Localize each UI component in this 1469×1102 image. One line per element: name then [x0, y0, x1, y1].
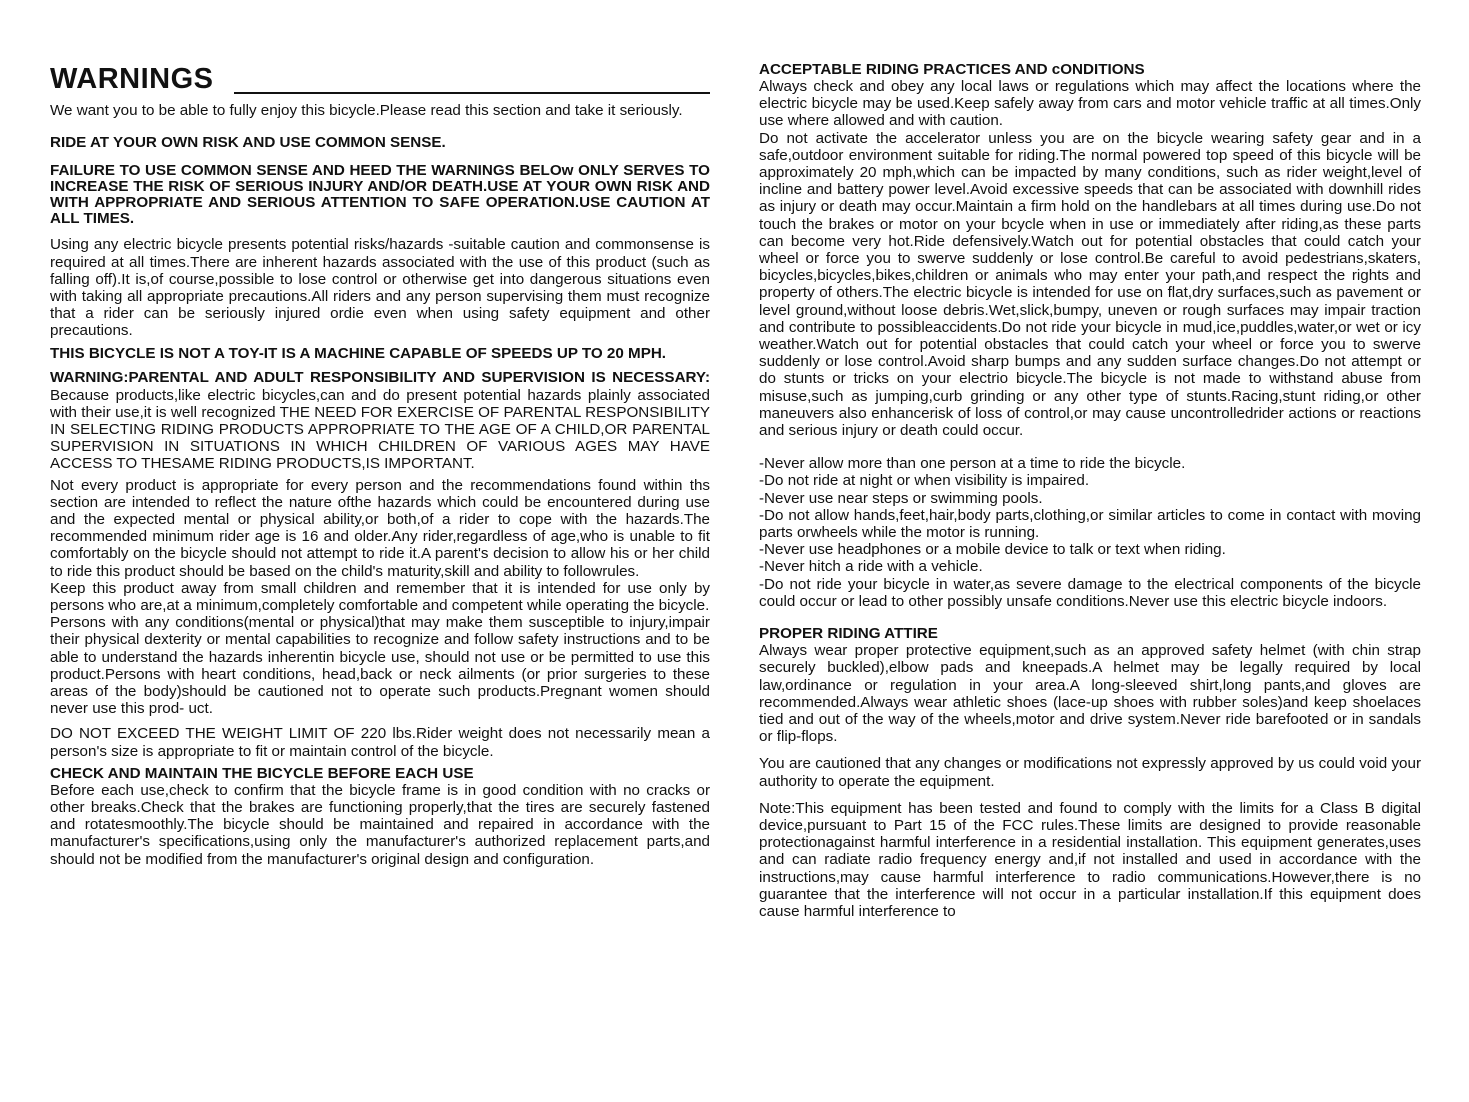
- parental-text: Because products,like electric bicycles,can and do present potential hazards plainly associated with their use,it is well recognized THE NEED FOR EXERCISE OF PARENTAL RESPONSIBILITY IN SELECTING RIDING PRODUCTS APPROPRIATE TO THE AGE OF A CHILD,OR PARENTAL SUPERVISION IN SITUATIONS IN WHICH CHILDREN OF VARIOUS AGES MAY HAVE ACCESS TO THESAME RIDING PRODUCTS,IS IMPORTANT.: [50, 386, 710, 473]
- list-item: -Never use near steps or swimming pools.: [759, 489, 1043, 507]
- title-underline: [234, 92, 711, 94]
- weight-limit-paragraph: DO NOT EXCEED THE WEIGHT LIMIT OF 220 lbs.Rider weight does not necessarily mean a person's size is appropriate to fit or maintain control of the bicycle.: [50, 725, 710, 760]
- check-maintain-paragraph: Before each use,check to confirm that the bicycle frame is in good condition with no cracks or other breaks.Check that the brakes are functioning properly,that the tires are securely fastened and rotatesmoothly.The bicycle should be maintained and repaired in accordance with the manufacturer's specifications,using only the manufacturer's authorized replacement parts,and should not be modified from the manufacturer's original design and configuration.: [50, 781, 710, 868]
- list-item: -Do not ride at night or when visibility is impaired.: [759, 472, 1090, 490]
- rules-list: [759, 455, 1421, 610]
- attire-paragraph: Always wear proper protective equipment,such as an approved safety helmet (with chin strap securely buckled),elbow pads and kneepads.A helmet may be legally required by local law,ordinance or regulation in your area.A long-sleeved shirt,long pants,and gloves are recommended.Always wear athletic shoes (lace-up shoes with rubber soles)and keep shoelaces tied and out of the way of the wheels,motor and drive system.Never ride barefooted or in sandals or flip-flops.: [759, 642, 1421, 746]
- not-toy-warning: THIS BICYCLE IS NOT A TOY-IT IS A MACHINE CAPABLE OF SPEEDS UP TO 20 MPH.: [50, 344, 667, 362]
- practices-paragraph-2: Do not activate the accelerator unless you are on the bicycle wearing safety gear and in a safe,outdoor environment suitable for riding.The normal powered top speed of this bicycle will be approximately 20 mph,which can be impacted by many conditions, such as rider weight,level of incline and battery power level.Avoid excessive speeds that can be associated with downhill rides as injury or death may occur.Maintain a firm hold on the handlebars at all times during use.Do not touch the brakes or motor on your bcycle when in use or immediately after riding,as these parts can become very hot.Ride defensively.Watch out for potential obstacles that could catch your wheel or force you to swerve suddenly or lose control.Be careful to avoid pedestrians,skaters, bicycles,bicycles,bikes,children or animals who may enter your path,and respect the rights and property of others.The electric bicycle is intended for use on flat,dry surfaces,such as pavement or level ground,without loose debris.Wet,slick,bumpy, uneven or rough surfaces may impair traction and contribute to possibleaccidents.Do not ride your bicycle in mud,ice,puddles,water,or wet or icy weather.Watch out for potential obstacles that could catch your wheel or force you to swerve suddenly or lose control.Avoid sharp bumps and any sudden surface changes.Do not attempt or do stunts or tricks on your electrio bicycle.The bicycle is not made to withstand abuse from misuse,such as jumping,curb grinding or any other type of stunts.Racing,stunt riding,or other maneuvers also enhancerisk of loss of control,or may cause uncontrolledrider actions or reactions and serious injury or death could occur.: [759, 129, 1421, 440]
- check-maintain-heading: CHECK AND MAINTAIN THE BICYCLE BEFORE EACH USE: [50, 764, 474, 782]
- list-item: -Never hitch a ride with a vehicle.: [759, 558, 983, 576]
- practices-heading: ACCEPTABLE RIDING PRACTICES AND cONDITIONS: [759, 61, 1145, 78]
- right-column: [759, 62, 1421, 920]
- left-column: [50, 62, 710, 868]
- intro-paragraph: We want you to be able to fully enjoy this bicycle.Please read this section and take it seriously.: [50, 102, 683, 119]
- list-item: -Do not allow hands,feet,hair,body parts,clothing,or similar articles to come in contact with moving parts orwheels while the motor is running.: [759, 506, 1421, 542]
- practices-paragraph-1: Always check and obey any local laws or regulations which may affect the locations where the electric bicycle may be used.Keep safely away from cars and motor vehicle traffic at all times.Only use where allowed and with caution.: [759, 78, 1421, 130]
- page-title: WARNINGS: [50, 63, 214, 95]
- modifications-paragraph: You are cautioned that any changes or modifications not expressly approved by us could void your authority to operate the equipment.: [759, 755, 1421, 790]
- list-item: -Do not ride your bicycle in water,as severe damage to the electrical components of the bicycle could occur or lead to other possibly unsafe conditions.Never use this electric bicycle indoors.: [759, 575, 1421, 610]
- failure-warning: FAILURE TO USE COMMON SENSE AND HEED THE WARNINGS BELOw ONLY SERVES TO INCREASE THE RISK OF SERIOUS INJURY AND/OR DEATH.USE AT YOUR OWN RISK AND WITH APPROPRIATE AND SERIOUS ATTENTION TO SAFE OPERATION.USE CAUTION AT ALL TIMES.: [50, 162, 710, 227]
- fcc-note-paragraph: Note:This equipment has been tested and found to comply with the limits for a Class B digital device,pursuant to Part 15 of the FCC rules.These limits are designed to provide reasonable protectionagainst harmful interference in a residential installation. This equipment generates,uses and can radiate radio frequency energy and,if not installed and used in accordance with the instructions,may cause harmful interference to radio communications.However,there is no guarantee that the interference will not occur in a particular installation.If this equipment does cause harmful interference to: [759, 799, 1421, 920]
- keep-away-paragraph: Keep this product away from small children and remember that it is intended for use only by persons who are,at a minimum,completely comfortable and competent while operating the bicycle.: [50, 579, 710, 615]
- ride-risk-heading: RIDE AT YOUR OWN RISK AND USE COMMON SENSE.: [50, 134, 446, 152]
- list-item: -Never use headphones or a mobile device to talk or text when riding.: [759, 541, 1226, 559]
- attire-heading: PROPER RIDING ATTIRE: [759, 625, 938, 643]
- warnings-title-row: [50, 62, 710, 96]
- conditions-paragraph: Persons with any conditions(mental or physical)that may make them susceptible to injury,impair their physical dexterity or mental capabilities to recognize and follow safety instructions and to be able to understand the hazards inherentin bicycle use, should not use or be permitted to use this product.Persons with heart conditions, head,back or neck ailments (or prior surgeries to these areas of the body)should be cautioned not to operate such products.Pregnant women should never use this prod- uct.: [50, 614, 710, 718]
- hazards-paragraph: Using any electric bicycle presents potential risks/hazards -suitable caution and commonsense is required at all times.There are inherent hazards associated with the use of this product (such as falling off).It is,of course,possible to lose control or otherwise get into dangerous situations even with taking all appropriate precautions.All riders and any person supervising them must recognize that a rider can be seriously injured ordie even when using safety equipment and other precautions.: [50, 236, 710, 340]
- parental-heading: WARNING:PARENTAL AND ADULT RESPONSIBILITY AND SUPERVISION IS NECESSARY:: [50, 369, 710, 387]
- not-every-product-paragraph: Not every product is appropriate for every person and the recommendations found within ths section are intended to reflect the nature ofthe hazards which could be encountered during use and the expected mental or physical ability,or both,of a rider to cope with the hazards.The recommended minimum rider age is 16 and older.Any rider,regardless of age,who is unable to fit comfortably on the bicycle should not attempt to ride it.A parent's decision to allow his or her child to ride this product should be based on the child's maturity,skill and ability to followrules.: [50, 476, 710, 580]
- parental-paragraph: [50, 369, 710, 472]
- list-item: -Never allow more than one person at a time to ride the bicycle.: [759, 455, 1186, 473]
